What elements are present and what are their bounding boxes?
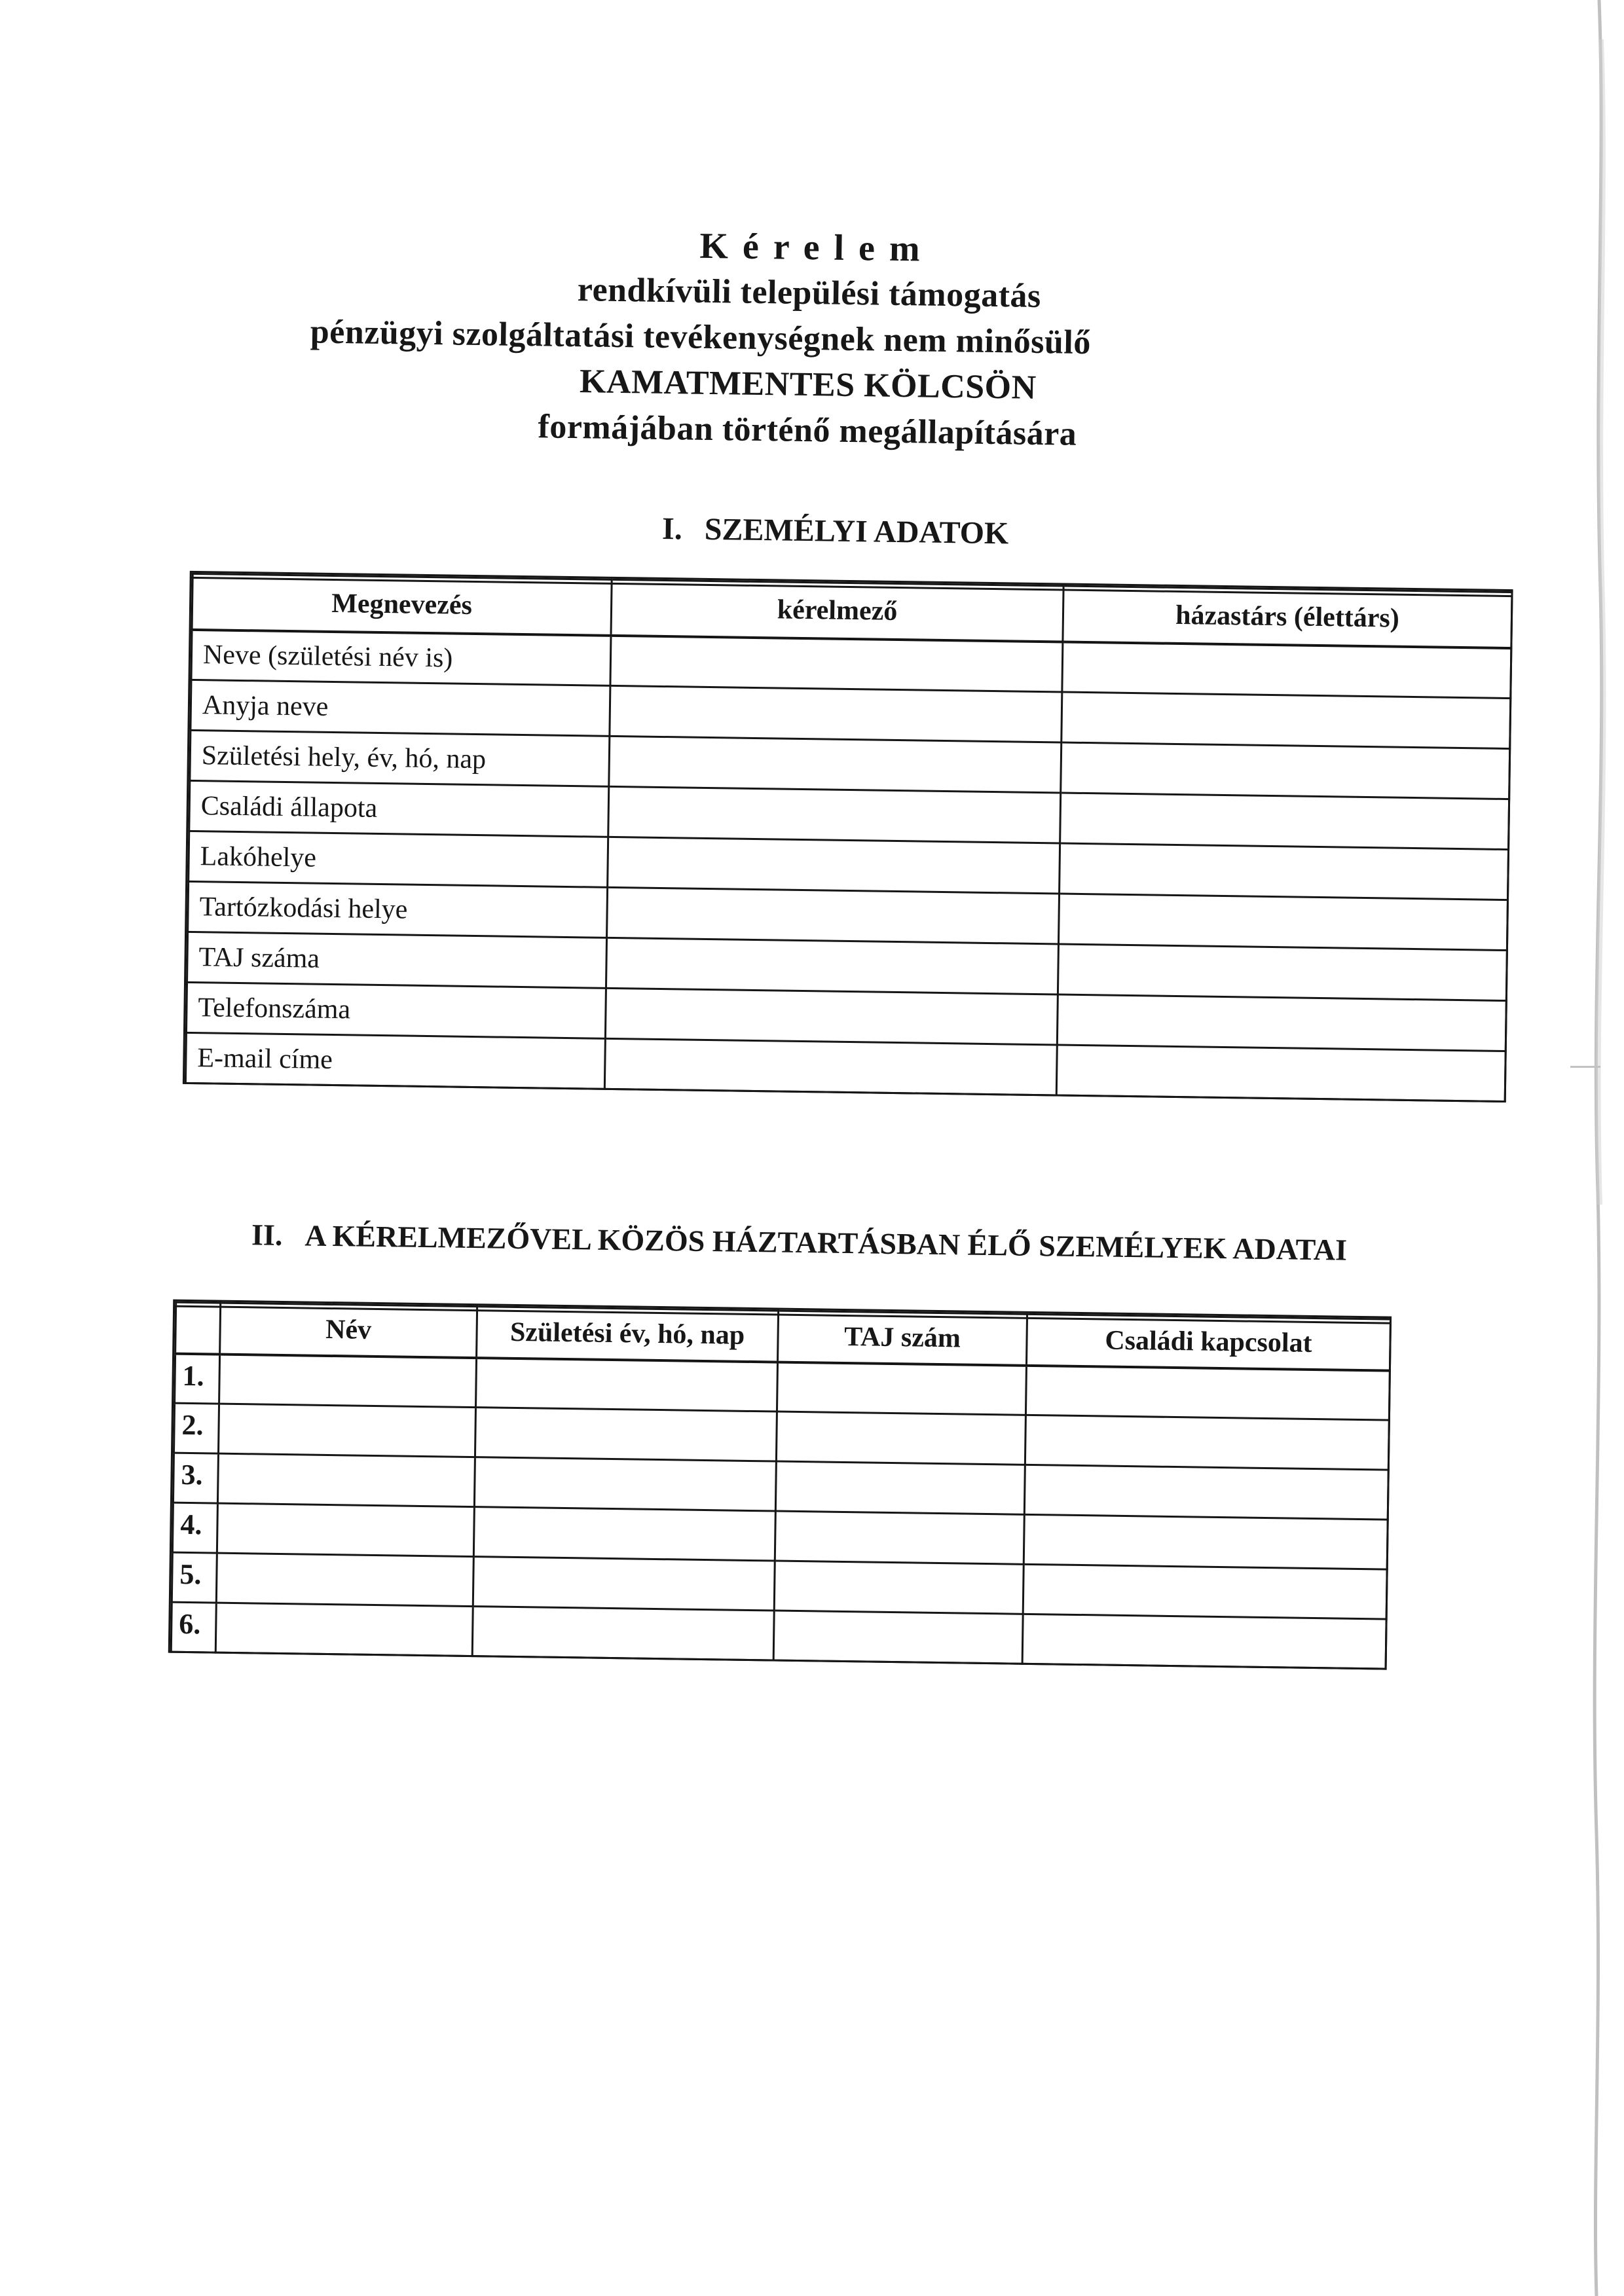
empty-cell xyxy=(215,1603,473,1656)
household-members-table xyxy=(168,1300,1392,1670)
empty-cell xyxy=(473,1507,775,1561)
empty-cell xyxy=(219,1354,477,1407)
column-header-taj-szam: TAJ szám xyxy=(778,1311,1027,1365)
row-label-taj-szama: TAJ száma xyxy=(187,932,607,988)
form-title-line-4: KAMATMENTES KÖLCSÖN xyxy=(579,363,1037,407)
column-header-hazastars: házastárs (élettárs) xyxy=(1063,586,1512,648)
empty-cell xyxy=(1061,692,1511,749)
row-number: 5. xyxy=(172,1552,217,1603)
empty-cell xyxy=(1056,1045,1505,1102)
empty-cell xyxy=(777,1362,1026,1415)
empty-cell xyxy=(1060,843,1509,900)
row-number: 2. xyxy=(174,1403,219,1453)
empty-cell xyxy=(1061,742,1510,799)
row-number: 1. xyxy=(175,1353,220,1404)
empty-cell xyxy=(608,786,1061,843)
section1-title: SZEMÉLYI ADATOK xyxy=(704,511,1009,551)
empty-cell xyxy=(474,1457,776,1511)
empty-cell xyxy=(1024,1514,1388,1569)
empty-cell xyxy=(604,1038,1057,1095)
form-title-line-5: formájában történő megállapítására xyxy=(538,408,1077,453)
row-label-anyja-neve: Anyja neve xyxy=(191,680,610,736)
column-header-megnevezes: Megnevezés xyxy=(192,574,612,635)
empty-cell xyxy=(218,1404,475,1457)
column-header-kerelmezo: kérelmező xyxy=(611,579,1063,642)
form-title-line-2: rendkívüli települési támogatás xyxy=(577,271,1042,316)
empty-cell xyxy=(610,635,1063,692)
row-label-szuletesi-hely: Születési hely, év, hó, nap xyxy=(190,730,610,786)
empty-cell xyxy=(217,1453,475,1506)
row-label-tartozkodasi-helye: Tartózkodási helye xyxy=(188,881,608,938)
section1-number: I. xyxy=(661,511,683,547)
row-label-csaladi-allapota: Családi állapota xyxy=(189,780,609,837)
empty-cell xyxy=(1023,1564,1387,1619)
empty-cell xyxy=(1024,1465,1388,1520)
row-number: 3. xyxy=(173,1453,218,1503)
empty-cell xyxy=(773,1611,1023,1664)
column-header-nev: Név xyxy=(220,1303,477,1357)
empty-cell xyxy=(1062,642,1511,699)
form-title-line-3: pénzügyi szolgáltatási tevékenységnek nem minősülő xyxy=(310,313,1092,362)
scan-tick-artifact xyxy=(1570,1066,1600,1068)
empty-cell xyxy=(1022,1614,1386,1669)
empty-cell xyxy=(1057,994,1506,1051)
empty-cell xyxy=(774,1561,1024,1614)
column-header-index xyxy=(175,1302,221,1354)
column-header-csaladi-kapcsolat: Családi kapcsolat xyxy=(1026,1314,1390,1370)
empty-cell xyxy=(1025,1365,1390,1420)
empty-cell xyxy=(217,1503,474,1556)
form-title-block xyxy=(0,213,1619,465)
row-label-lakohelye: Lakóhelye xyxy=(189,831,608,887)
column-header-szuletesi-ev: Születési év, hó, nap xyxy=(477,1307,779,1362)
row-number: 6. xyxy=(171,1602,216,1652)
empty-cell xyxy=(1060,793,1509,850)
row-label-neve: Neve (születési név is) xyxy=(191,629,611,685)
empty-cell xyxy=(605,988,1058,1045)
section2-heading xyxy=(0,1214,1612,1271)
empty-cell xyxy=(775,1461,1025,1514)
row-label-email-cime: E-mail címe xyxy=(185,1032,605,1089)
section1-heading xyxy=(0,501,1624,560)
empty-cell xyxy=(216,1553,473,1606)
empty-cell xyxy=(776,1412,1025,1465)
empty-cell xyxy=(607,887,1060,944)
form-title-line-1: K é r e l e m xyxy=(699,225,921,270)
empty-cell xyxy=(609,736,1061,793)
empty-cell xyxy=(476,1358,778,1412)
row-number: 4. xyxy=(172,1503,217,1553)
empty-cell xyxy=(610,685,1062,742)
empty-cell xyxy=(1058,944,1507,1001)
empty-cell xyxy=(472,1607,774,1660)
empty-cell xyxy=(606,938,1058,994)
section2-number: II. xyxy=(251,1218,283,1252)
empty-cell xyxy=(1058,894,1507,951)
row-label-telefonszama: Telefonszáma xyxy=(186,982,606,1038)
section2-title: A KÉRELMEZŐVEL KÖZÖS HÁZTARTÁSBAN ÉLŐ SZEMÉLYEK ADATAI xyxy=(304,1218,1348,1267)
empty-cell xyxy=(475,1408,777,1461)
empty-cell xyxy=(1025,1415,1389,1470)
empty-cell xyxy=(775,1511,1024,1564)
empty-cell xyxy=(473,1557,775,1611)
personal-data-table xyxy=(183,571,1513,1102)
empty-cell xyxy=(608,837,1060,894)
